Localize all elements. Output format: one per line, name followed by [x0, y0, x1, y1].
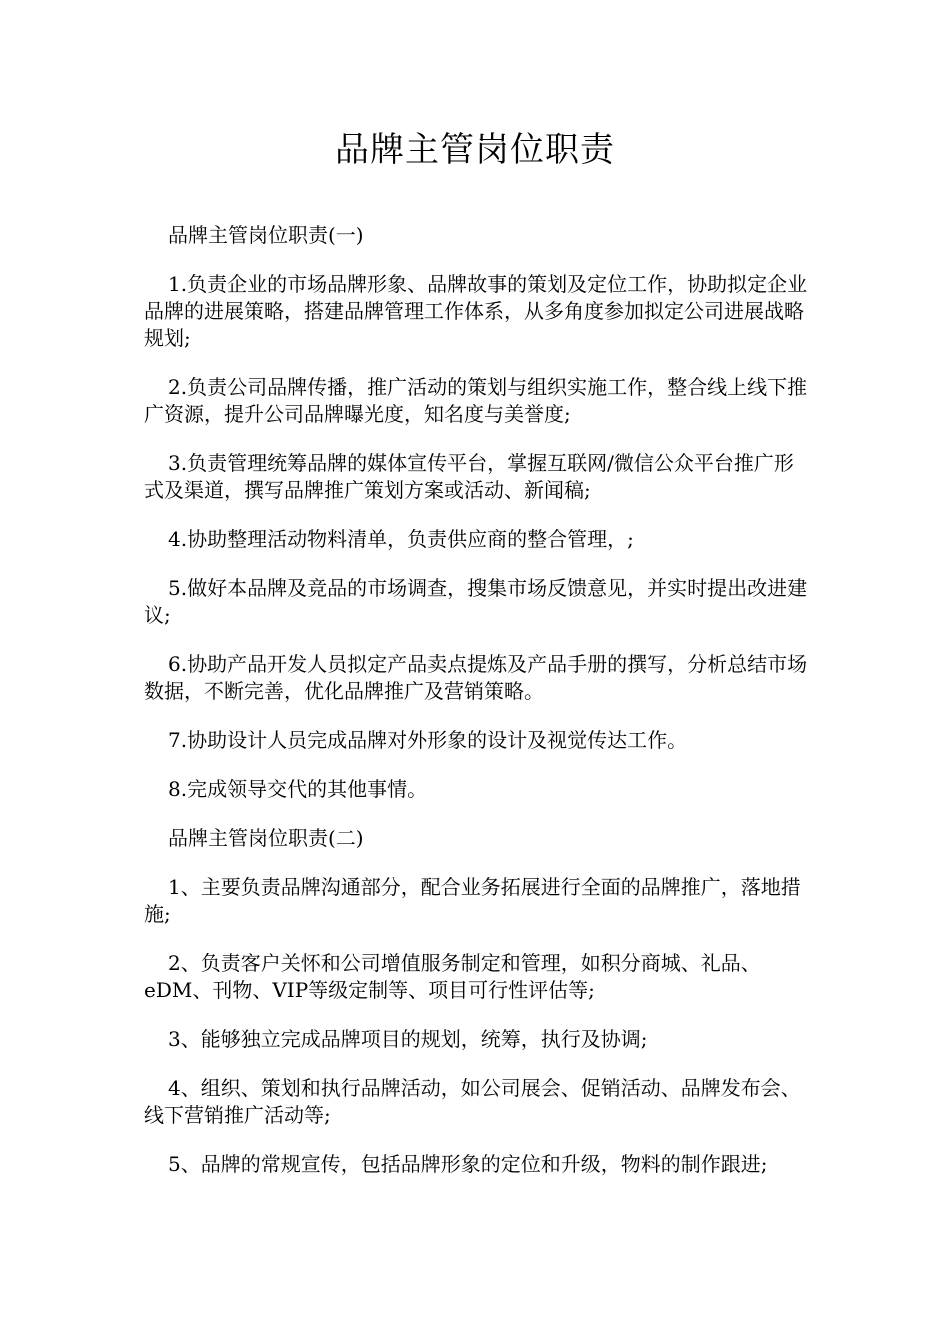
document-body	[144, 222, 812, 1200]
duty-item: 3、能够独立完成品牌项目的规划，统筹，执行及协调;	[168, 1027, 648, 1051]
section-heading-2: 品牌主管岗位职责(二)	[168, 826, 364, 850]
page-title: 品牌主管岗位职责	[335, 130, 615, 170]
duty-item: 8.完成领导交代的其他事情。	[168, 777, 428, 801]
duty-item: 5.做好本品牌及竞品的市场调查，搜集市场反馈意见，并实时提出改进建议;	[144, 576, 808, 627]
duty-item: 2、负责客户关怀和公司增值服务制定和管理，如积分商城、礼品、eDM、刊物、VIP等级定制等、项目可行性评估等;	[144, 951, 761, 1002]
duty-item: 1.负责企业的市场品牌形象、品牌故事的策划及定位工作，协助拟定企业品牌的进展策略，搭建品牌管理工作体系，从多角度参加拟定公司进展战略规划;	[144, 272, 808, 350]
duty-item: 5、品牌的常规宣传，包括品牌形象的定位和升级，物料的制作跟进;	[168, 1152, 768, 1176]
duty-item: 4.协助整理活动物料清单，负责供应商的整合管理，;	[168, 527, 634, 551]
duty-item: 4、组织、策划和执行品牌活动，如公司展会、促销活动、品牌发布会、线下营销推广活动等;	[144, 1076, 801, 1127]
duty-item: 1、主要负责品牌沟通部分，配合业务拓展进行全面的品牌推广，落地措施;	[144, 875, 801, 926]
duty-item: 3.负责管理统筹品牌的媒体宣传平台，掌握互联网/微信公众平台推广形式及渠道，撰写品牌推广策划方案或活动、新闻稿;	[144, 451, 794, 502]
duty-item: 6.协助产品开发人员拟定产品卖点提炼及产品手册的撰写，分析总结市场数据，不断完善，优化品牌推广及营销策略。	[144, 652, 808, 703]
duty-item: 2.负责公司品牌传播，推广活动的策划与组织实施工作，整合线上线下推广资源，提升公司品牌曝光度，知名度与美誉度;	[144, 375, 808, 426]
section-heading-1: 品牌主管岗位职责(一)	[168, 223, 364, 247]
duty-item: 7.协助设计人员完成品牌对外形象的设计及视觉传达工作。	[168, 728, 688, 752]
